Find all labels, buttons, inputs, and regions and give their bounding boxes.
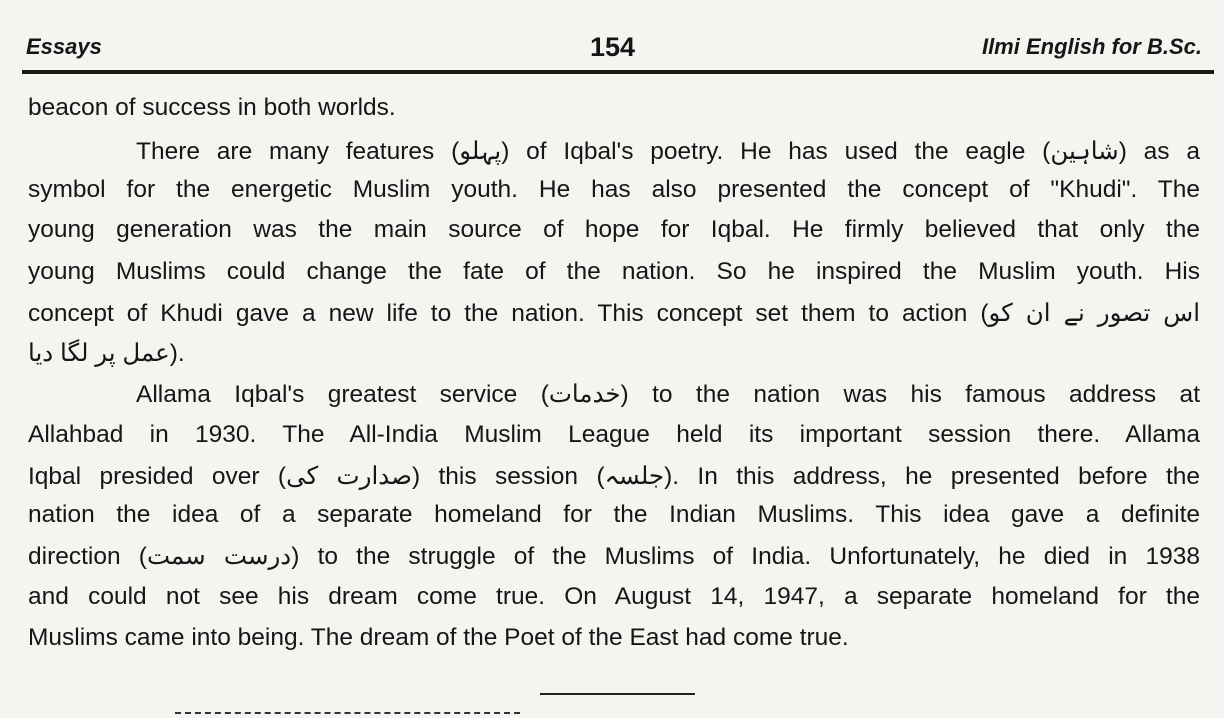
text-line: symbol for the energetic Muslim youth. He has also presented the concept of "Khudi". The [28,176,1200,203]
page-number: 154 [590,32,636,62]
text-line: Allahbad in 1930. The All-India Muslim League held its important session there. Allama [28,421,1200,448]
text-line: young Muslims could change the fate of the nation. So he inspired the Muslim youth. His [28,258,1200,285]
text-line: direction (درست سمت) to the struggle of the Muslims of India. Unfortunately, he died in 1938 [28,543,1200,570]
text-line: beacon of success in both worlds. [28,94,396,121]
running-header-section: Essays [26,34,102,59]
section-separator [540,693,695,695]
text-line: concept of Khudi gave a new life to the nation. This concept set them to action (اس تصور نے ان کو [28,300,1200,327]
text-line: عمل پر لگا دیا). [28,340,185,367]
text-line: Allama Iqbal's greatest service (خدمات) to the nation was his famous address at [136,381,1200,408]
text-line: young generation was the main source of hope for Iqbal. He firmly believed that only the [28,216,1200,243]
running-header-book-title: Ilmi English for B.Sc. [981,34,1202,59]
text-line: nation the idea of a separate homeland for the Indian Muslims. This idea gave a definite [28,501,1200,528]
text-line: There are many features (پہلو) of Iqbal's poetry. He has used the eagle (شاہین) as a [136,138,1200,165]
header-rule [22,70,1214,74]
dashed-rule [175,712,520,714]
text-line: and could not see his dream come true. On August 14, 1947, a separate homeland for the [28,583,1200,610]
text-line: Iqbal presided over (صدارت کی) this session (جلسہ). In this address, he presented before the [28,463,1201,490]
text-line: Muslims came into being. The dream of the Poet of the East had come true. [28,624,849,651]
